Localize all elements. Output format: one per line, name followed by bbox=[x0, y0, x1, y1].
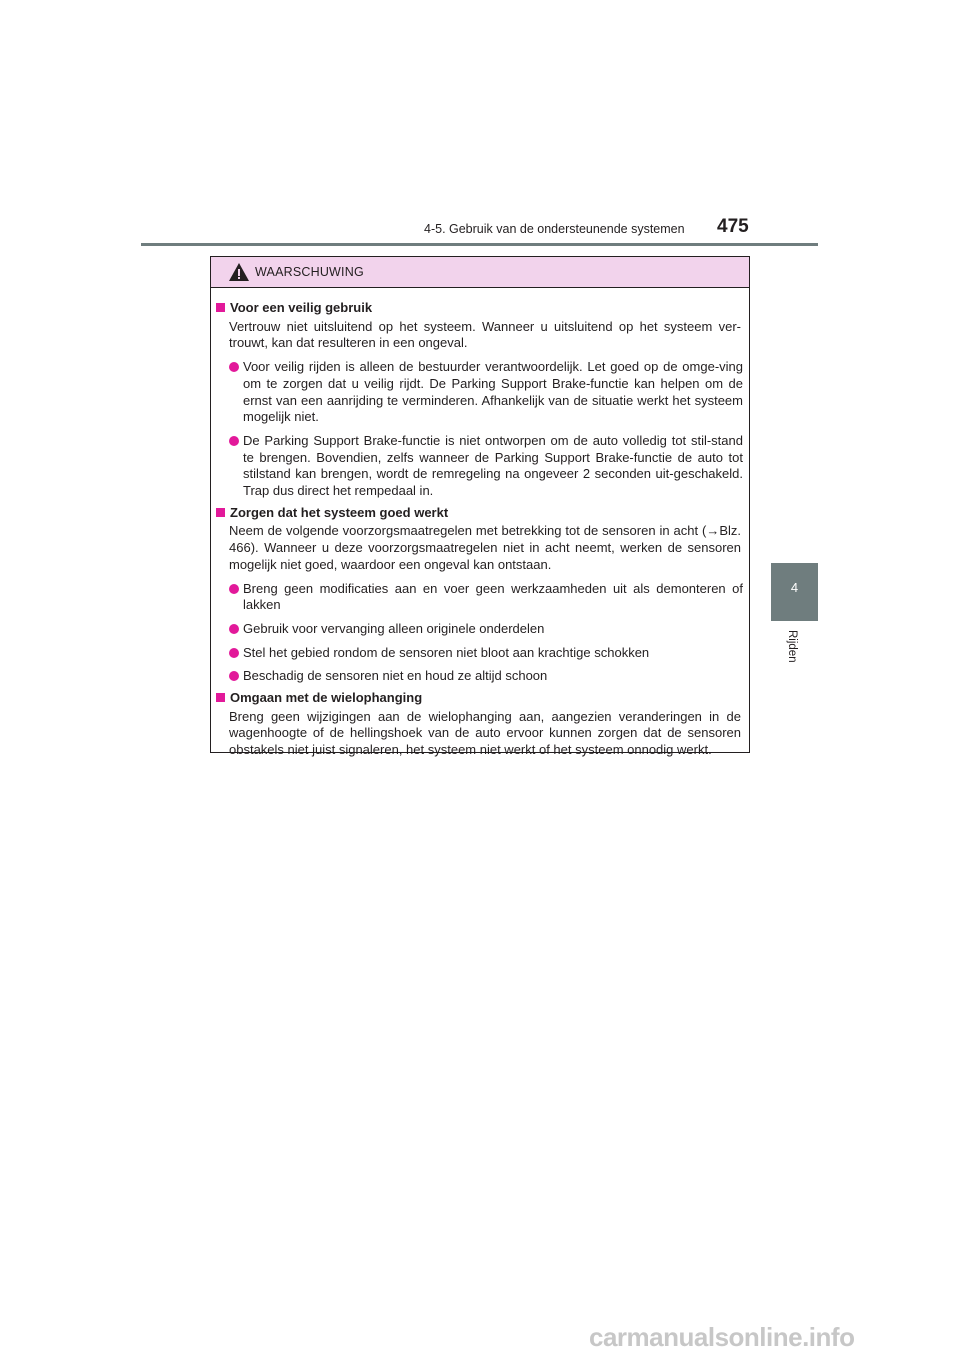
list-item-text: Beschadig de sensoren niet en houd ze altijd schoon bbox=[243, 668, 548, 684]
warning-body bbox=[211, 300, 749, 759]
section-title-text: Zorgen dat het systeem goed werkt bbox=[230, 504, 449, 520]
header-section-title: 4-5. Gebruik van de ondersteunende systemen bbox=[424, 222, 685, 236]
section-text: Neem de volgende voorzorgsmaatregelen met betrekking tot de sensoren in acht (→Blz. 466). Wanneer u deze voorzorgsmaatregelen niet in acht neemt, werken de sensoren mogelijk niet goed, waardoor een ongeval kan ontstaan. bbox=[229, 523, 741, 572]
round-bullet-icon bbox=[229, 671, 239, 681]
section-title bbox=[211, 505, 749, 522]
watermark-logo: carmanualsonline.info bbox=[589, 1322, 855, 1352]
round-bullet-icon bbox=[229, 624, 239, 634]
list-item-text: Breng geen modificaties aan en voer geen werkzaamheden uit als demonteren of lakken bbox=[243, 580, 743, 613]
page-number: 475 bbox=[717, 216, 749, 237]
square-bullet-icon bbox=[216, 508, 225, 517]
warning-header bbox=[211, 257, 749, 288]
warning-triangle-icon bbox=[228, 262, 250, 282]
round-bullet-icon bbox=[229, 648, 239, 658]
list-item-text: Stel het gebied rondom de sensoren niet bloot aan krachtige schokken bbox=[243, 644, 650, 660]
list-item bbox=[211, 581, 749, 614]
list-item bbox=[211, 359, 749, 426]
section-title-text: Omgaan met de wielophanging bbox=[230, 690, 423, 706]
section-text: Breng geen wijzigingen aan de wielophanging aan, aangezien veranderingen in de wagenhoogte of de hellingshoek van de auto ervoor kunnen zorgen dat de sensoren obstakels niet juist signaleren, het systeem niet werkt of het systeem onnodig werkt. bbox=[229, 708, 741, 758]
section-title bbox=[211, 690, 749, 707]
list-item bbox=[211, 621, 749, 638]
round-bullet-icon bbox=[229, 362, 239, 372]
list-item-text: Gebruik voor vervanging alleen originele onderdelen bbox=[243, 620, 545, 636]
section-title-text: Voor een veilig gebruik bbox=[230, 300, 373, 315]
round-bullet-icon bbox=[229, 584, 239, 594]
list-item-text: Voor veilig rijden is alleen de bestuurder verantwoordelijk. Let goed op de omge-ving om te zorgen dat u veilig rijdt. De Parking Support Brake-functie kan helpen om de ernst van een aanrijding te verminderen. Afhankelijk van de situatie werkt het systeem mogelijk niet. bbox=[243, 359, 743, 425]
list-item bbox=[211, 645, 749, 662]
list-item bbox=[211, 668, 749, 685]
watermark bbox=[589, 1322, 951, 1352]
header-divider bbox=[141, 243, 818, 246]
round-bullet-icon bbox=[229, 436, 239, 446]
chapter-tab bbox=[771, 563, 818, 621]
section-text: Vertrouw niet uitsluitend op het systeem. Wanneer u uitsluitend op het systeem ver-trouwt, kan dat resulteren in een ongeval. bbox=[229, 318, 741, 351]
square-bullet-icon bbox=[216, 303, 225, 312]
list-item-text: De Parking Support Brake-functie is niet ontworpen om de auto volledig tot stil-stand te brengen. Bovendien, zelfs wanneer de Parking Support Brake-functie de auto tot stilstand kan brengen, wordt de remregeling na ongeveer 2 seconden uit-geschakeld. Trap dus direct het rempedaal in. bbox=[243, 432, 743, 499]
chapter-tab-number: 4 bbox=[790, 580, 799, 595]
warning-box bbox=[210, 256, 750, 758]
square-bullet-icon bbox=[216, 693, 225, 702]
list-item bbox=[211, 433, 749, 500]
chapter-tab-label: Rijden bbox=[786, 630, 798, 663]
section-title bbox=[211, 300, 749, 317]
warning-title: WAARSCHUWING bbox=[255, 265, 364, 279]
